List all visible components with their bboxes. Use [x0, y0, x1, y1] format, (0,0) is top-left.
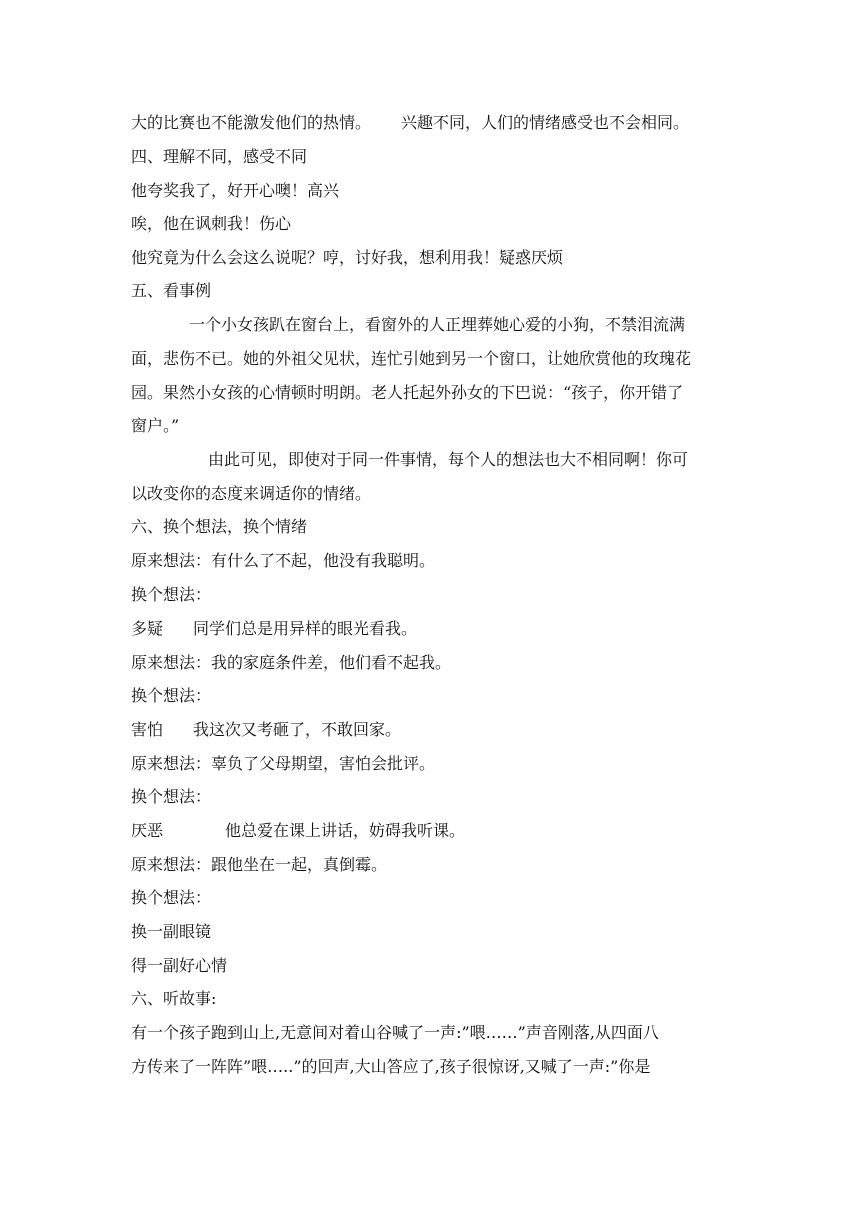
section-heading: 四、理解不同，感受不同 [131, 147, 308, 166]
text-line: 唉，他在讽刺我！伤心 [131, 214, 292, 233]
section-heading: 六、听故事: [131, 989, 217, 1008]
text-segment: 同学们总是用异样的眼光看我。 [193, 619, 418, 638]
text-line: 换个想法： [131, 787, 212, 806]
text-line [131, 820, 465, 842]
text-line: 得一副好心情 [131, 956, 228, 975]
section-heading: 五、看事例 [131, 281, 212, 300]
text-segment: 我这次又考砸了，不敢回家。 [193, 720, 402, 739]
paragraph-line: 一个小女孩趴在窗台上，看窗外的人正埋葬她心爱的小狗，不禁泪流满 [189, 315, 686, 334]
text-line: 原来想法：跟他坐在一起，真倒霉。 [131, 855, 388, 874]
text-line: 换一副眼镜 [131, 922, 212, 941]
text-line: 原来想法：我的家庭条件差，他们看不起我。 [131, 653, 452, 672]
text-segment: 他总爱在课上讲话，妨碍我听课。 [225, 821, 466, 840]
text-line [131, 112, 689, 134]
paragraph-line: 由此可见，即使对于同一件事情，每个人的想法也大不相同啊！你可 [208, 450, 689, 469]
text-line: 换个想法： [131, 686, 212, 705]
text-line: 他夸奖我了，好开心噢！高兴 [131, 181, 340, 200]
text-segment: 兴趣不同，人们的情绪感受也不会相同。 [401, 113, 690, 132]
text-line: 换个想法： [131, 888, 212, 907]
text-line [131, 618, 417, 640]
emotion-label: 多疑 [131, 619, 164, 638]
paragraph-line: 以改变你的态度来调适你的情绪。 [131, 484, 372, 503]
emotion-label: 害怕 [131, 720, 164, 739]
text-line: 原来想法：辜负了父母期望，害怕会批评。 [131, 754, 436, 773]
text-segment: 大的比赛也不能激发他们的热情。 [131, 113, 372, 132]
paragraph-line: 面，悲伤不已。她的外祖父见状，连忙引她到另一个窗口，让她欣赏他的玫瑰花 [131, 349, 692, 368]
text-line: 换个想法： [131, 585, 212, 604]
paragraph-line: 园。果然小女孩的心情顿时明朗。老人托起外孙女的下巴说：“孩子，你开错了 [131, 383, 684, 402]
paragraph-line: 方传来了一阵阵”喂…..”的回声,大山答应了,孩子很惊讶,又喊了一声:”你是 [131, 1057, 651, 1076]
section-heading: 六、换个想法，换个情绪 [131, 517, 308, 536]
text-line: 原来想法：有什么了不起，他没有我聪明。 [131, 551, 436, 570]
text-line: 他究竟为什么会这么说呢？哼，讨好我，想利用我！疑惑厌烦 [131, 248, 564, 267]
emotion-label: 厌恶 [131, 821, 164, 840]
paragraph-line: 窗户。” [131, 416, 180, 435]
text-line [131, 719, 401, 741]
paragraph-line: 有一个孩子跑到山上,无意间对着山谷喊了一声:”喂……”声音刚落,从四面八 [131, 1023, 659, 1042]
